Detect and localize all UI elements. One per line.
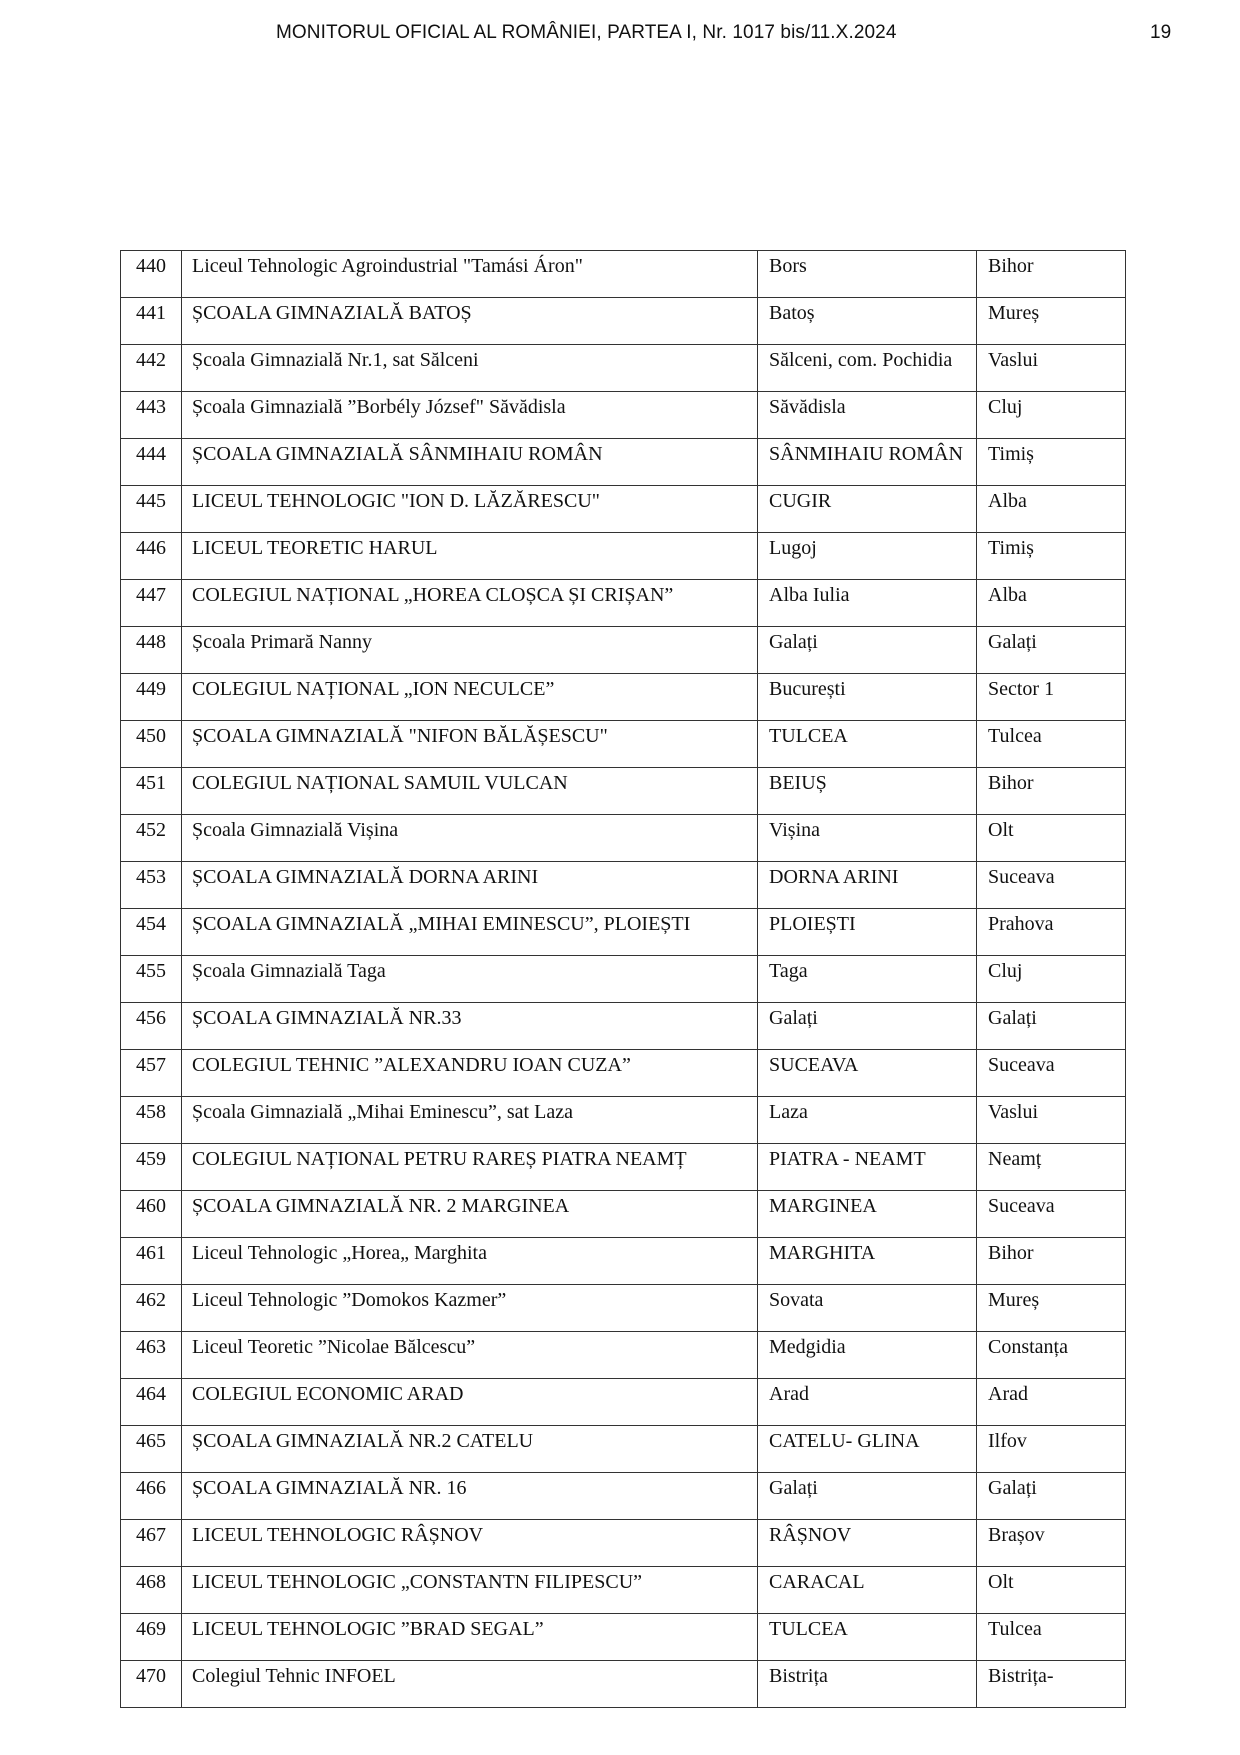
- county-cell: Mureș: [977, 298, 1126, 345]
- school-name-cell: COLEGIUL NAȚIONAL SAMUIL VULCAN: [182, 768, 758, 815]
- table-row: [121, 721, 1126, 768]
- row-number-cell: 469: [121, 1614, 182, 1661]
- county-cell: Mureș: [977, 1285, 1126, 1332]
- locality-cell: DORNA ARINI: [758, 862, 977, 909]
- locality-cell: Arad: [758, 1379, 977, 1426]
- county-cell: Bihor: [977, 768, 1126, 815]
- table-row: [121, 392, 1126, 439]
- locality-cell: Galați: [758, 1003, 977, 1050]
- school-name-cell: ȘCOALA GIMNAZIALĂ "NIFON BĂLĂȘESCU": [182, 721, 758, 768]
- school-name-cell: ȘCOALA GIMNAZIALĂ DORNA ARINI: [182, 862, 758, 909]
- row-number-cell: 443: [121, 392, 182, 439]
- school-name-cell: Liceul Tehnologic Agroindustrial "Tamási Áron": [182, 251, 758, 298]
- row-number-cell: 467: [121, 1520, 182, 1567]
- county-cell: Vaslui: [977, 345, 1126, 392]
- schools-table: [120, 250, 1126, 1708]
- row-number-cell: 453: [121, 862, 182, 909]
- school-name-cell: ȘCOALA GIMNAZIALĂ NR. 2 MARGINEA: [182, 1191, 758, 1238]
- locality-cell: CUGIR: [758, 486, 977, 533]
- school-name-cell: Școala Gimnazială Vișina: [182, 815, 758, 862]
- locality-cell: Sovata: [758, 1285, 977, 1332]
- table-row: [121, 862, 1126, 909]
- county-cell: Olt: [977, 1567, 1126, 1614]
- table-row: [121, 627, 1126, 674]
- county-cell: Bihor: [977, 1238, 1126, 1285]
- school-name-cell: Liceul Tehnologic „Horea„ Marghita: [182, 1238, 758, 1285]
- row-number-cell: 457: [121, 1050, 182, 1097]
- table-row: [121, 1191, 1126, 1238]
- table-row: [121, 909, 1126, 956]
- locality-cell: RÂȘNOV: [758, 1520, 977, 1567]
- row-number-cell: 449: [121, 674, 182, 721]
- school-name-cell: Școala Gimnazială Taga: [182, 956, 758, 1003]
- row-number-cell: 455: [121, 956, 182, 1003]
- row-number-cell: 441: [121, 298, 182, 345]
- locality-cell: TULCEA: [758, 1614, 977, 1661]
- school-name-cell: ȘCOALA GIMNAZIALĂ SÂNMIHAIU ROMÂN: [182, 439, 758, 486]
- locality-cell: CARACAL: [758, 1567, 977, 1614]
- table-row: [121, 1567, 1126, 1614]
- schools-table-body: [121, 251, 1126, 1708]
- school-name-cell: LICEUL TEHNOLOGIC RÂȘNOV: [182, 1520, 758, 1567]
- school-name-cell: Școala Gimnazială ”Borbély József" Săvădisla: [182, 392, 758, 439]
- table-row: [121, 674, 1126, 721]
- table-row: [121, 1003, 1126, 1050]
- locality-cell: PLOIEȘTI: [758, 909, 977, 956]
- table-row: [121, 580, 1126, 627]
- table-row: [121, 486, 1126, 533]
- county-cell: Cluj: [977, 956, 1126, 1003]
- school-name-cell: Liceul Tehnologic ”Domokos Kazmer”: [182, 1285, 758, 1332]
- locality-cell: București: [758, 674, 977, 721]
- row-number-cell: 445: [121, 486, 182, 533]
- county-cell: Arad: [977, 1379, 1126, 1426]
- county-cell: Suceava: [977, 1191, 1126, 1238]
- row-number-cell: 448: [121, 627, 182, 674]
- county-cell: Timiș: [977, 439, 1126, 486]
- county-cell: Brașov: [977, 1520, 1126, 1567]
- table-row: [121, 533, 1126, 580]
- school-name-cell: ȘCOALA GIMNAZIALĂ NR.33: [182, 1003, 758, 1050]
- county-cell: Ilfov: [977, 1426, 1126, 1473]
- publication-title: MONITORUL OFICIAL AL ROMÂNIEI, PARTEA I, Nr. 1017 bis/11.X.2024: [276, 22, 897, 43]
- row-number-cell: 466: [121, 1473, 182, 1520]
- school-name-cell: LICEUL TEHNOLOGIC „CONSTANTN FILIPESCU”: [182, 1567, 758, 1614]
- school-name-cell: Școala Gimnazială Nr.1, sat Sălceni: [182, 345, 758, 392]
- table-row: [121, 251, 1126, 298]
- county-cell: Neamț: [977, 1144, 1126, 1191]
- county-cell: Galați: [977, 627, 1126, 674]
- table-row: [121, 439, 1126, 486]
- school-name-cell: ȘCOALA GIMNAZIALĂ „MIHAI EMINESCU”, PLOIEȘTI: [182, 909, 758, 956]
- row-number-cell: 458: [121, 1097, 182, 1144]
- school-name-cell: Colegiul Tehnic INFOEL: [182, 1661, 758, 1708]
- page-number: 19: [1150, 22, 1172, 43]
- row-number-cell: 444: [121, 439, 182, 486]
- county-cell: Tulcea: [977, 1614, 1126, 1661]
- locality-cell: Galați: [758, 1473, 977, 1520]
- county-cell: Suceava: [977, 862, 1126, 909]
- school-name-cell: ȘCOALA GIMNAZIALĂ NR.2 CATELU: [182, 1426, 758, 1473]
- table-row: [121, 1097, 1126, 1144]
- locality-cell: Galați: [758, 627, 977, 674]
- row-number-cell: 440: [121, 251, 182, 298]
- school-name-cell: COLEGIUL ECONOMIC ARAD: [182, 1379, 758, 1426]
- table-row: [121, 768, 1126, 815]
- table-row: [121, 1332, 1126, 1379]
- row-number-cell: 450: [121, 721, 182, 768]
- row-number-cell: 452: [121, 815, 182, 862]
- locality-cell: PIATRA - NEAMT: [758, 1144, 977, 1191]
- table-row: [121, 1238, 1126, 1285]
- locality-cell: Laza: [758, 1097, 977, 1144]
- row-number-cell: 465: [121, 1426, 182, 1473]
- school-name-cell: COLEGIUL TEHNIC ”ALEXANDRU IOAN CUZA”: [182, 1050, 758, 1097]
- row-number-cell: 446: [121, 533, 182, 580]
- table-row: [121, 1614, 1126, 1661]
- row-number-cell: 461: [121, 1238, 182, 1285]
- table-row: [121, 345, 1126, 392]
- table-row: [121, 1473, 1126, 1520]
- locality-cell: CATELU- GLINA: [758, 1426, 977, 1473]
- row-number-cell: 463: [121, 1332, 182, 1379]
- locality-cell: TULCEA: [758, 721, 977, 768]
- table-row: [121, 1661, 1126, 1708]
- table-row: [121, 1426, 1126, 1473]
- row-number-cell: 460: [121, 1191, 182, 1238]
- locality-cell: Bors: [758, 251, 977, 298]
- locality-cell: MARGINEA: [758, 1191, 977, 1238]
- school-name-cell: Școala Primară Nanny: [182, 627, 758, 674]
- school-name-cell: LICEUL TEHNOLOGIC "ION D. LĂZĂRESCU": [182, 486, 758, 533]
- row-number-cell: 447: [121, 580, 182, 627]
- row-number-cell: 470: [121, 1661, 182, 1708]
- row-number-cell: 459: [121, 1144, 182, 1191]
- school-name-cell: COLEGIUL NAȚIONAL PETRU RAREȘ PIATRA NEAMȚ: [182, 1144, 758, 1191]
- table-row: [121, 1285, 1126, 1332]
- row-number-cell: 462: [121, 1285, 182, 1332]
- county-cell: Galați: [977, 1473, 1126, 1520]
- page-header: [0, 22, 1240, 52]
- school-name-cell: Liceul Teoretic ”Nicolae Bălcescu”: [182, 1332, 758, 1379]
- table-row: [121, 1379, 1126, 1426]
- locality-cell: Săvădisla: [758, 392, 977, 439]
- locality-cell: Bistrița: [758, 1661, 977, 1708]
- county-cell: Cluj: [977, 392, 1126, 439]
- locality-cell: Batoș: [758, 298, 977, 345]
- school-name-cell: COLEGIUL NAȚIONAL „ION NECULCE”: [182, 674, 758, 721]
- table-row: [121, 815, 1126, 862]
- row-number-cell: 464: [121, 1379, 182, 1426]
- county-cell: Alba: [977, 580, 1126, 627]
- table-row: [121, 956, 1126, 1003]
- table-row: [121, 1520, 1126, 1567]
- row-number-cell: 454: [121, 909, 182, 956]
- county-cell: Galați: [977, 1003, 1126, 1050]
- county-cell: Suceava: [977, 1050, 1126, 1097]
- school-name-cell: Școala Gimnazială „Mihai Eminescu”, sat Laza: [182, 1097, 758, 1144]
- county-cell: Prahova: [977, 909, 1126, 956]
- school-name-cell: ȘCOALA GIMNAZIALĂ BATOȘ: [182, 298, 758, 345]
- locality-cell: Vișina: [758, 815, 977, 862]
- county-cell: Tulcea: [977, 721, 1126, 768]
- school-name-cell: ȘCOALA GIMNAZIALĂ NR. 16: [182, 1473, 758, 1520]
- locality-cell: Lugoj: [758, 533, 977, 580]
- locality-cell: MARGHITA: [758, 1238, 977, 1285]
- locality-cell: SÂNMIHAIU ROMÂN: [758, 439, 977, 486]
- county-cell: Constanța: [977, 1332, 1126, 1379]
- county-cell: Olt: [977, 815, 1126, 862]
- county-cell: Vaslui: [977, 1097, 1126, 1144]
- locality-cell: Medgidia: [758, 1332, 977, 1379]
- school-name-cell: COLEGIUL NAȚIONAL „HOREA CLOȘCA ȘI CRIȘAN”: [182, 580, 758, 627]
- county-cell: Alba: [977, 486, 1126, 533]
- locality-cell: SUCEAVA: [758, 1050, 977, 1097]
- school-name-cell: LICEUL TEORETIC HARUL: [182, 533, 758, 580]
- table-row: [121, 298, 1126, 345]
- row-number-cell: 451: [121, 768, 182, 815]
- row-number-cell: 456: [121, 1003, 182, 1050]
- locality-cell: BEIUȘ: [758, 768, 977, 815]
- county-cell: Bistrița-: [977, 1661, 1126, 1708]
- school-name-cell: LICEUL TEHNOLOGIC ”BRAD SEGAL”: [182, 1614, 758, 1661]
- locality-cell: Sălceni, com. Pochidia: [758, 345, 977, 392]
- table-row: [121, 1050, 1126, 1097]
- table-row: [121, 1144, 1126, 1191]
- county-cell: Timiș: [977, 533, 1126, 580]
- locality-cell: Taga: [758, 956, 977, 1003]
- locality-cell: Alba Iulia: [758, 580, 977, 627]
- county-cell: Bihor: [977, 251, 1126, 298]
- row-number-cell: 468: [121, 1567, 182, 1614]
- row-number-cell: 442: [121, 345, 182, 392]
- county-cell: Sector 1: [977, 674, 1126, 721]
